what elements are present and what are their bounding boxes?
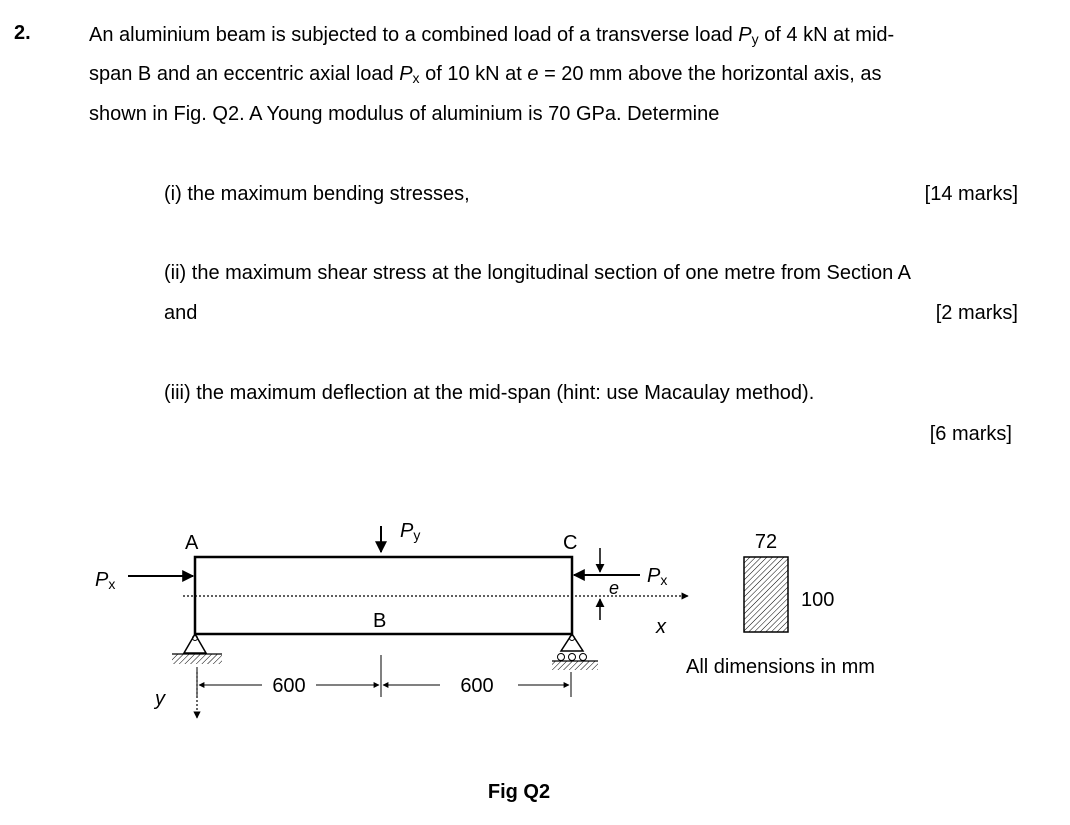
part-ii-marks: [2 marks] (935, 302, 1018, 324)
py-label: Py (400, 520, 421, 543)
part-iii-text: (iii) the maximum deflection at the mid-span (hint: use Macaulay method). (164, 382, 815, 404)
y-axis-label: y (155, 688, 165, 710)
section-width: 72 (754, 531, 778, 553)
label-c: C (563, 532, 578, 554)
section-height: 100 (801, 589, 835, 611)
intro-line-3: shown in Fig. Q2. A Young modulus of aluminium is 70 GPa. Determine (89, 103, 720, 125)
question-number: 2. (14, 22, 31, 44)
label-a: A (185, 532, 199, 554)
e-label: e (609, 578, 620, 598)
part-iii-marks: [6 marks] (929, 423, 1012, 445)
x-axis-label: x (656, 616, 666, 638)
label-b: B (373, 610, 387, 632)
px-right-label: Px (647, 565, 668, 588)
figure-caption: Fig Q2 (487, 781, 551, 803)
dim-left: 600 (272, 675, 306, 697)
part-i-text: (i) the maximum bending stresses, (164, 183, 470, 205)
cross-section (744, 557, 788, 632)
part-i-marks: [14 marks] (924, 183, 1018, 205)
part-ii-text-2: and (164, 302, 198, 324)
pin-support (184, 634, 206, 653)
intro-line-2: span B and an eccentric axial load $P_x$ of 10 kN at e = 20 mm above the horizontal axis, as (89, 63, 882, 86)
dimensions-note: All dimensions in mm (686, 656, 875, 678)
roller-support (561, 634, 583, 651)
part-ii-text: (ii) the maximum shear stress at the longitudinal section of one metre from Section A (164, 262, 912, 284)
dim-right: 600 (460, 675, 494, 697)
px-left-label: Px (95, 569, 116, 592)
intro-line-1: An aluminium beam is subjected to a combined load of a transverse load $P_y$ of 4 kN at mid- (89, 24, 895, 47)
